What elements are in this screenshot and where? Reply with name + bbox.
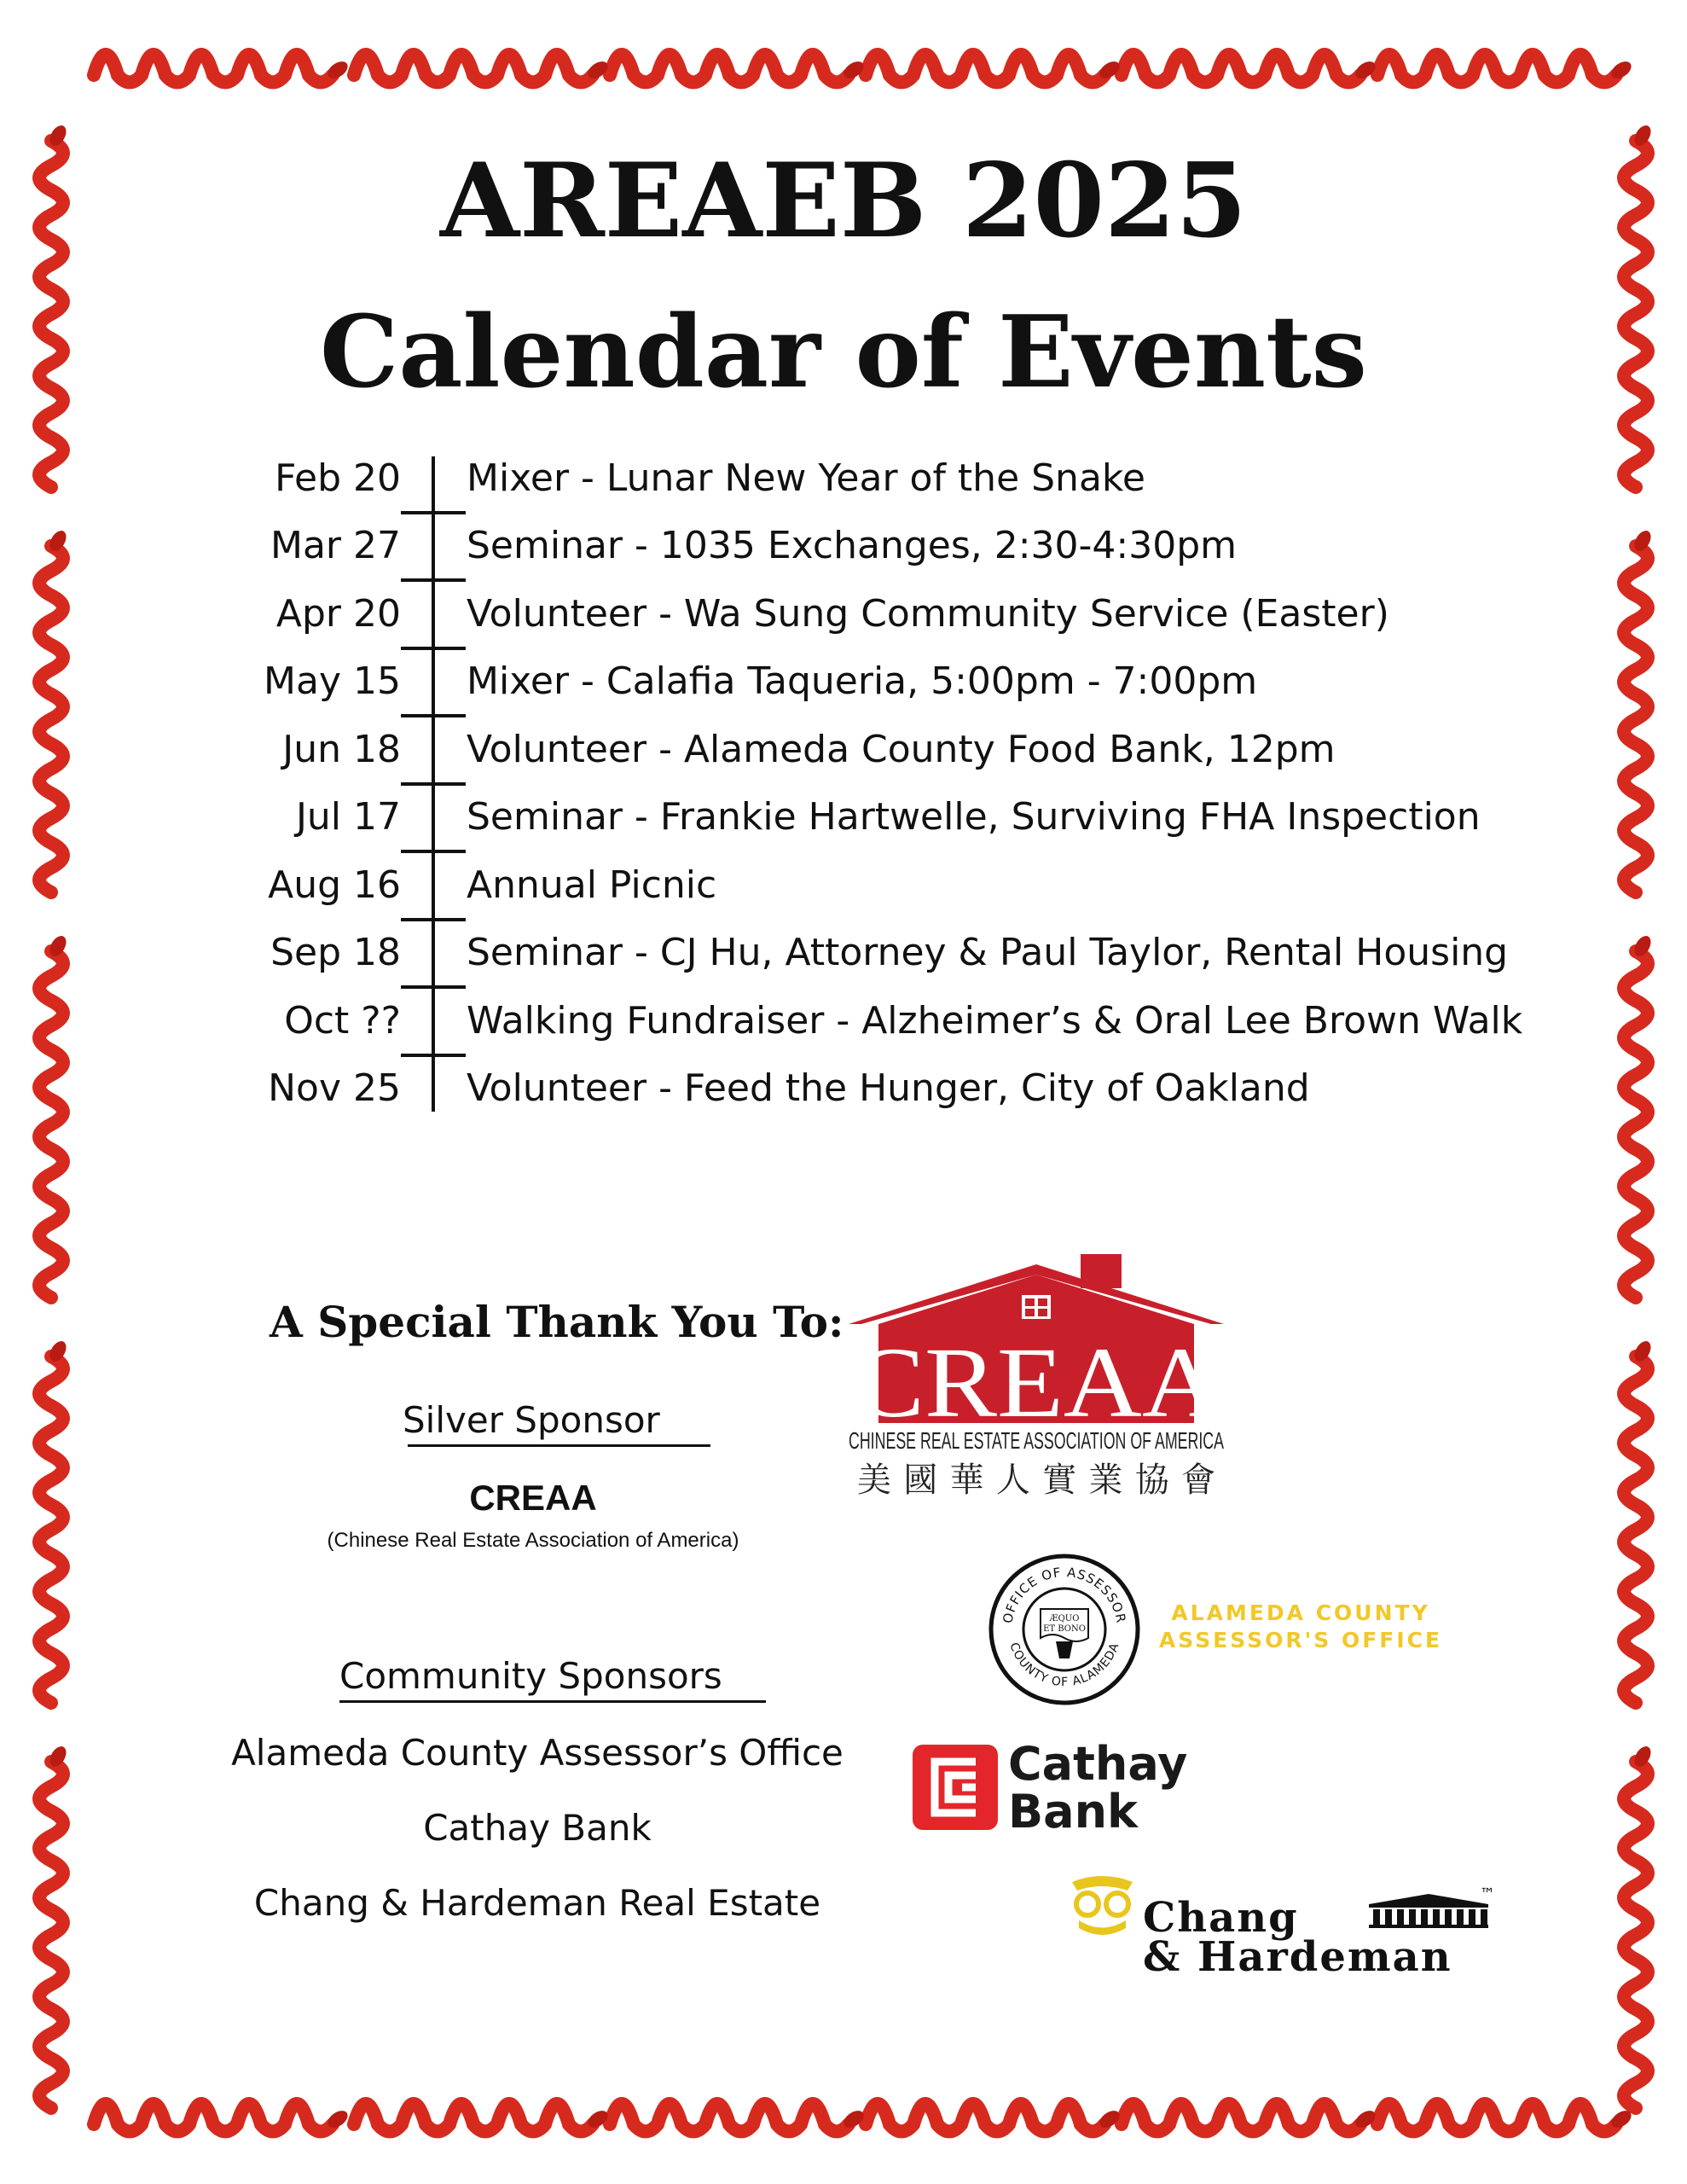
thanks-heading: A Special Thank You To: [270,1297,844,1347]
creaa-tagline: CHINESE REAL ESTATE ASSOCIATION OF AMERICA [849,1427,1225,1454]
snake-segment [610,55,849,82]
snake-segment [866,2104,1104,2131]
snake-segment [610,2104,849,2131]
creaa-chinese-name: 美國華人實業協會 [857,1461,1215,1500]
snake-segment [94,2104,333,2131]
community-sponsor-item: Cathay Bank [423,1807,652,1849]
seal-top-text: OFFICE OF ASSESSOR [1000,1564,1129,1625]
event-date: Sep 18 [270,931,401,974]
silver-heading-underline [408,1444,710,1447]
event-description: Mixer - Calafia Taqueria, 5:00pm - 7:00pm [467,659,1258,703]
creaa-wordmark: CREAA [852,1327,1220,1438]
silver-sponsor-name: CREAA [469,1478,597,1518]
seal-scroll-line1: ÆQUO [1049,1614,1080,1623]
snake-segment [1377,2104,1616,2131]
snake-segment [1624,951,1648,1298]
timeline-tick [401,1054,466,1057]
timeline-tick [401,578,466,582]
event-date: Mar 27 [270,524,401,567]
silver-sponsor-full-name: (Chinese Real Estate Association of America) [327,1529,739,1552]
event-date: Feb 20 [275,456,401,500]
community-heading-underline [339,1700,766,1703]
community-sponsor-item: Alameda County Assessor’s Office [231,1732,844,1774]
event-date: Aug 16 [268,863,401,907]
seal-scroll-line2: ET BONO [1043,1624,1086,1634]
assessor-wordmark [1143,1600,1458,1654]
event-date: Jun 18 [282,728,401,771]
creaa-logo [840,1254,1232,1510]
event-date: May 15 [264,659,401,703]
snake-segment [1624,546,1648,892]
page-title-line1: AREAEB 2025 [439,141,1248,261]
event-description: Seminar - 1035 Exchanges, 2:30-4:30pm [467,524,1238,567]
event-description: Volunteer - Alameda County Food Bank, 12pm [467,728,1336,771]
event-description: Volunteer - Feed the Hunger, City of Oakland [467,1066,1310,1110]
chang-hardeman-wordmark [1143,1894,1452,1981]
event-description: Seminar - CJ Hu, Attorney & Paul Taylor, Rental Housing [467,931,1509,974]
timeline-tick [401,918,466,921]
snake-segment [1122,2104,1360,2131]
event-description: Volunteer - Wa Sung Community Service (Easter) [467,592,1389,636]
event-date: Nov 25 [268,1066,401,1110]
timeline-tick [401,714,466,717]
timeline-tick [401,782,466,786]
timeline-tick [401,985,466,989]
chang-line1: Chang [1143,1894,1299,1942]
timeline-tick [401,647,466,650]
snake-segment [39,951,63,1298]
event-date: Apr 20 [275,592,401,636]
assessor-line2: ASSESSOR'S OFFICE [1158,1628,1443,1653]
event-description: Walking Fundraiser - Alzheimer’s & Oral Lee Brown Walk [467,999,1523,1043]
timeline-tick [401,511,466,514]
event-description: Seminar - Frankie Hartwelle, Surviving FHA Inspection [467,795,1481,839]
seal-bottom-text: COUNTY OF ALAMEDA [1006,1641,1122,1690]
snake-segment [1624,1762,1648,2108]
cathay-bank-icon [913,1745,998,1830]
snake-segment [354,2104,593,2131]
page-title-line2: Calendar of Events [320,294,1367,410]
event-date: Oct ?? [284,999,401,1043]
snake-segment [94,55,333,82]
event-description: Mixer - Lunar New Year of the Snake [467,456,1145,500]
chang-line2: & Hardeman [1143,1933,1452,1981]
silver-sponsor-heading: Silver Sponsor [403,1399,660,1441]
trademark-symbol: ™ [1480,1885,1495,1903]
snake-segment [866,55,1104,82]
timeline-tick [401,850,466,853]
snake-segment [39,1356,63,1703]
snake-segment [39,546,63,892]
event-date: Jul 17 [295,795,401,839]
community-sponsor-item: Chang & Hardeman Real Estate [253,1882,821,1924]
assessor-line1: ALAMEDA COUNTY [1171,1600,1430,1625]
snake-segment [39,1762,63,2108]
event-description: Annual Picnic [467,863,717,907]
snake-segment [1122,55,1360,82]
cathay-line2: Bank [1008,1785,1138,1838]
assessor-seal-logo [988,1553,1141,1706]
community-sponsors-heading: Community Sponsors [339,1655,722,1697]
chang-hardeman-emblem-icon [1062,1873,1143,1937]
snake-segment [354,55,593,82]
cathay-line1: Cathay [1008,1737,1188,1791]
snake-segment [1624,1356,1648,1703]
cathay-bank-wordmark [1008,1737,1188,1838]
snake-segment [1377,55,1616,82]
